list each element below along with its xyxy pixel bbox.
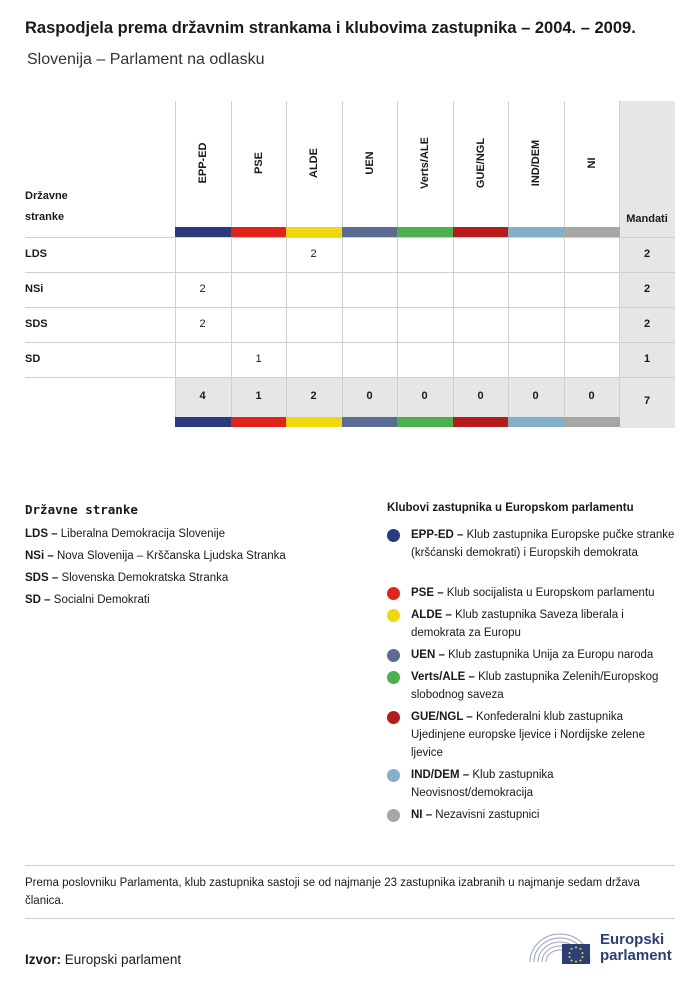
legend-party-abbr: LDS – bbox=[25, 528, 58, 540]
group-color-bar bbox=[175, 417, 231, 427]
column-header-label: GUE/NGL bbox=[474, 137, 487, 189]
column-header-alde bbox=[286, 108, 341, 218]
legend-group-name: Konfederalni klub zastupnika Ujedinjene europske ljevice i Nordijske zelene ljevice bbox=[411, 711, 645, 759]
column-header-vertsale bbox=[397, 108, 452, 218]
color-dot-icon bbox=[387, 587, 400, 600]
legend-group-abbr: IND/DEM – bbox=[411, 769, 470, 781]
party-row-label: NSi bbox=[25, 283, 44, 295]
legend-party-item bbox=[25, 528, 225, 540]
legend-group-text bbox=[411, 766, 677, 802]
group-color-bar bbox=[508, 227, 564, 237]
legend-group-text bbox=[411, 526, 677, 562]
group-color-bar bbox=[564, 417, 620, 427]
column-header-ni bbox=[564, 108, 619, 218]
legend-group-text bbox=[411, 668, 677, 704]
total-cell: 0 bbox=[421, 390, 428, 402]
total-cell: 2 bbox=[310, 390, 317, 402]
source-value: Europski parlament bbox=[61, 952, 182, 967]
color-dot-icon bbox=[387, 671, 400, 684]
group-color-bar bbox=[564, 227, 620, 237]
row-header-line2: stranke bbox=[25, 211, 65, 223]
row-divider bbox=[619, 237, 675, 238]
legend-group-name: Klub zastupnika Unija za Europu naroda bbox=[444, 649, 654, 661]
legend-groups-title: Klubovi zastupnika u Europskom parlamentu bbox=[387, 502, 634, 514]
page-subtitle: Slovenija – Parlament na odlasku bbox=[27, 51, 265, 68]
column-header-label: UEN bbox=[363, 151, 376, 175]
legend-group-text bbox=[411, 646, 677, 664]
legend-party-name: Slovenska Demokratska Stranka bbox=[58, 572, 229, 584]
color-dot-icon bbox=[387, 769, 400, 782]
legend-group-name: Nezavisni zastupnici bbox=[432, 809, 540, 821]
party-row-label: SDS bbox=[25, 318, 48, 330]
row-divider bbox=[25, 342, 675, 343]
legend-group-text bbox=[411, 806, 677, 824]
legend-group-text bbox=[411, 708, 677, 762]
party-row-label: LDS bbox=[25, 248, 47, 260]
row-divider bbox=[25, 307, 675, 308]
legend-parties-title: Državne stranke bbox=[25, 502, 138, 517]
color-dot-icon bbox=[387, 649, 400, 662]
party-row-label: SD bbox=[25, 353, 41, 365]
seat-cell: 1 bbox=[255, 353, 262, 365]
seat-cell: 2 bbox=[199, 283, 206, 295]
legend-party-item bbox=[25, 572, 228, 584]
group-color-bar bbox=[342, 227, 398, 237]
group-color-bar bbox=[175, 227, 231, 237]
total-cell: 0 bbox=[588, 390, 595, 402]
legend-party-item bbox=[25, 550, 286, 562]
total-cell: 0 bbox=[366, 390, 373, 402]
legend-group-text bbox=[411, 584, 677, 602]
total-cell: 1 bbox=[255, 390, 262, 402]
column-header-label: NI bbox=[585, 157, 598, 169]
column-header-label: PSE bbox=[252, 151, 265, 175]
column-header-label: IND/DEM bbox=[529, 139, 542, 187]
column-header-label: ALDE bbox=[307, 148, 320, 178]
page-title: Raspodjela prema državnim strankama i klubovima zastupnika – 2004. – 2009. bbox=[25, 19, 636, 37]
mandati-cell: 1 bbox=[643, 353, 651, 365]
legend-group-name: Klub zastupnika Saveza liberala i demokrata za Europu bbox=[411, 609, 624, 639]
legend-party-abbr: NSi – bbox=[25, 550, 54, 562]
group-color-bar bbox=[342, 417, 398, 427]
mandati-cell: 2 bbox=[643, 283, 651, 295]
total-cell: 0 bbox=[477, 390, 484, 402]
source-line bbox=[25, 952, 181, 967]
mandati-column-background bbox=[619, 101, 675, 428]
seat-cell: 2 bbox=[199, 318, 206, 330]
european-parliament-logo bbox=[528, 928, 678, 968]
legend-party-name: Liberalna Demokracija Slovenije bbox=[57, 528, 226, 540]
column-header-epped bbox=[175, 108, 230, 218]
logo-line2: parlament bbox=[600, 947, 672, 964]
column-header-label: EPP-ED bbox=[196, 142, 209, 184]
mandati-cell: 2 bbox=[643, 248, 651, 260]
logo-text bbox=[600, 932, 672, 964]
column-header-inddem bbox=[508, 108, 563, 218]
group-color-bar bbox=[453, 227, 509, 237]
divider bbox=[25, 918, 675, 919]
legend-group-abbr: ALDE – bbox=[411, 609, 452, 621]
color-dot-icon bbox=[387, 809, 400, 822]
divider bbox=[25, 865, 675, 866]
legend-group-name: Klub socijalista u Europskom parlamentu bbox=[443, 587, 655, 599]
column-header-uen bbox=[342, 108, 397, 218]
group-color-bar bbox=[508, 417, 564, 427]
legend-party-abbr: SDS – bbox=[25, 572, 59, 584]
row-header-line1: Državne bbox=[25, 190, 68, 202]
row-divider bbox=[25, 237, 675, 238]
group-color-bar bbox=[397, 227, 453, 237]
seat-cell: 2 bbox=[310, 248, 317, 260]
legend-group-text bbox=[411, 606, 677, 642]
row-divider bbox=[25, 377, 675, 378]
legend-party-name: Nova Slovenija – Krščanska Ljudska Stranka bbox=[53, 550, 286, 562]
legend-group-abbr: UEN – bbox=[411, 649, 445, 661]
group-color-bar bbox=[231, 227, 287, 237]
group-color-bar bbox=[453, 417, 509, 427]
color-dot-icon bbox=[387, 711, 400, 724]
group-color-bar bbox=[286, 227, 342, 237]
legend-group-name: Klub zastupnika Neovisnost/demokracija bbox=[411, 769, 554, 799]
source-label: Izvor: bbox=[25, 952, 62, 967]
column-header-label: Verts/ALE bbox=[418, 137, 431, 189]
mandati-header: Mandati bbox=[626, 213, 668, 225]
legend-group-name: Klub zastupnika Zelenih/Europskog slobodnog saveza bbox=[411, 671, 659, 701]
group-color-bar bbox=[231, 417, 287, 427]
footnote: Prema poslovniku Parlamenta, klub zastupnika sastoji se od najmanje 23 zastupnika izabranih u najmanje sedam država članica. bbox=[25, 877, 640, 907]
legend-party-name: Socialni Demokrati bbox=[50, 594, 150, 606]
legend-group-abbr: EPP-ED – bbox=[411, 529, 464, 541]
total-cell: 4 bbox=[199, 390, 206, 402]
total-cell: 0 bbox=[532, 390, 539, 402]
row-header bbox=[25, 186, 68, 228]
group-color-bar bbox=[397, 417, 453, 427]
hemicycle-icon bbox=[528, 928, 592, 968]
mandati-cell: 2 bbox=[643, 318, 651, 330]
row-divider bbox=[25, 272, 675, 273]
column-header-guengl bbox=[453, 108, 508, 218]
legend-group-abbr: NI – bbox=[411, 809, 433, 821]
group-color-bar bbox=[286, 417, 342, 427]
legend-group-abbr: Verts/ALE – bbox=[411, 671, 475, 683]
color-dot-icon bbox=[387, 529, 400, 542]
column-header-pse bbox=[231, 108, 286, 218]
legend-group-abbr: PSE – bbox=[411, 587, 444, 599]
legend-group-name: Klub zastupnika Europske pučke stranke (kršćanski demokrati) i Europskih demokrata bbox=[411, 529, 675, 559]
total-mandati-cell: 7 bbox=[643, 395, 651, 407]
legend-group-abbr: GUE/NGL – bbox=[411, 711, 473, 723]
logo-line1: Europski bbox=[600, 931, 665, 948]
legend-party-abbr: SD – bbox=[25, 594, 51, 606]
legend-party-item bbox=[25, 594, 150, 606]
color-dot-icon bbox=[387, 609, 400, 622]
